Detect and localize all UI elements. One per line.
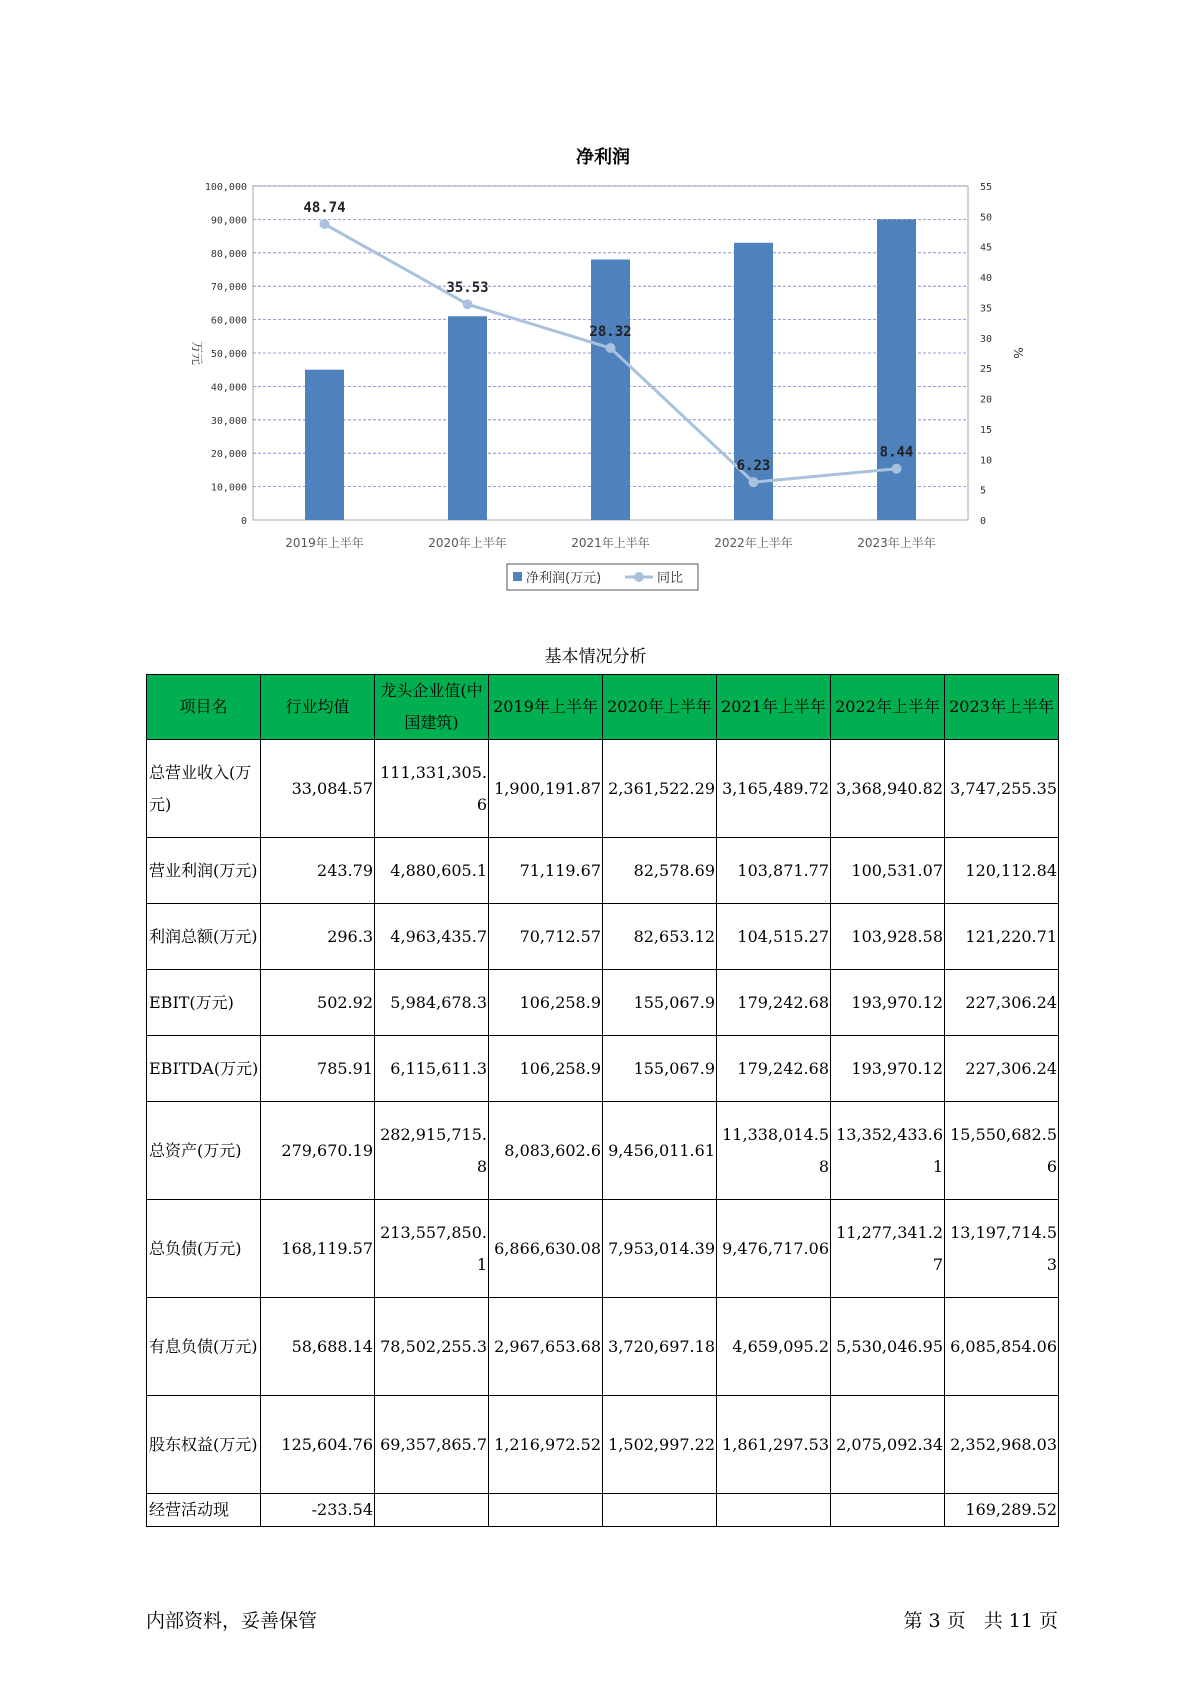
row-label-cell: 经营活动现 [147,1494,261,1527]
table-cell: 33,084.57 [261,740,375,838]
table-cell: 104,515.27 [717,904,831,970]
table-cell: 125,604.76 [261,1396,375,1494]
line-point [749,477,759,487]
legend-swatch-marker [634,572,644,582]
y-left-tick-label: 0 [240,516,247,527]
table-cell [375,1494,489,1527]
table-header-cell: 行业均值 [261,675,375,740]
data-label: 8.44 [879,444,914,461]
table-cell: 11,338,014.58 [717,1102,831,1200]
table-cell: 2,967,653.68 [489,1298,603,1396]
table-cell: 121,220.71 [945,904,1059,970]
table-cell: 3,747,255.35 [945,740,1059,838]
table-cell: 179,242.68 [717,970,831,1036]
table-cell [603,1494,717,1527]
y-left-tick-label: 70,000 [210,282,247,294]
table-cell: 155,067.9 [603,970,717,1036]
table-row [147,740,1059,838]
table-cell: 243.79 [261,838,375,904]
table-cell: 2,075,092.34 [831,1396,945,1494]
legend-label: 净利润(万元) [526,571,602,586]
row-label-cell: 利润总额(万元) [147,904,261,970]
table-cell: 15,550,682.56 [945,1102,1059,1200]
table-header-cell: 2021年上半年 [717,675,831,740]
x-tick-label: 2019年上半年 [285,536,364,550]
table-cell: 9,456,011.61 [603,1102,717,1200]
table-cell: 155,067.9 [603,1036,717,1102]
data-label: 6.23 [736,458,771,475]
table-header-cell: 项目名 [147,675,261,740]
table-caption: 基本情况分析 [544,647,647,667]
table-cell: 111,331,305.6 [375,740,489,838]
y-right-tick-label: 50 [980,212,993,224]
y-right-tick-label: 10 [980,455,993,467]
row-label-cell: 有息负债(万元) [147,1298,261,1396]
y-right-tick-label: 25 [980,364,993,376]
data-table [146,674,1059,1527]
table-cell: 100,531.07 [831,838,945,904]
table-cell: 13,197,714.53 [945,1200,1059,1298]
table-cell: 70,712.57 [489,904,603,970]
line-point [606,343,616,353]
table-cell: 69,357,865.7 [375,1396,489,1494]
table-cell: 169,289.52 [945,1494,1059,1527]
table-cell: 3,165,489.72 [717,740,831,838]
table-header-cell: 2023年上半年 [945,675,1059,740]
table-cell: 5,530,046.95 [831,1298,945,1396]
x-tick-label: 2021年上半年 [571,536,650,550]
table-cell: 58,688.14 [261,1298,375,1396]
footer-page-number: 第 3 页 共 11 页 [903,1610,1058,1632]
row-label-cell: 总资产(万元) [147,1102,261,1200]
table-cell: 1,216,972.52 [489,1396,603,1494]
line-point [463,299,473,309]
data-label: 28.32 [589,324,632,341]
table-cell: 502.92 [261,970,375,1036]
y-right-tick-label: 55 [980,182,993,193]
table-cell: 3,368,940.82 [831,740,945,838]
table-cell: 2,352,968.03 [945,1396,1059,1494]
table-cell: 106,258.9 [489,970,603,1036]
table-cell: -233.54 [261,1494,375,1527]
table-row [147,1102,1059,1200]
x-tick-label: 2022年上半年 [714,536,793,550]
table-cell: 7,953,014.39 [603,1200,717,1298]
table-cell: 227,306.24 [945,1036,1059,1102]
table-cell [489,1494,603,1527]
table-cell: 106,258.9 [489,1036,603,1102]
y-right-tick-label: 15 [980,424,993,436]
table-cell: 8,083,602.6 [489,1102,603,1200]
table-cell: 71,119.67 [489,838,603,904]
y-left-tick-label: 10,000 [210,482,247,494]
table-cell [717,1494,831,1527]
row-label-cell: EBIT(万元) [147,970,261,1036]
table-header-cell: 2020年上半年 [603,675,717,740]
legend-label: 同比 [657,571,684,586]
y-right-axis-label: % [1011,347,1025,359]
legend-swatch-bar [513,572,522,581]
table-row [147,1298,1059,1396]
data-label: 48.74 [303,200,346,217]
y-left-tick-label: 90,000 [210,215,247,227]
bar [877,219,916,520]
y-left-tick-label: 20,000 [210,449,247,461]
table-cell: 103,928.58 [831,904,945,970]
table-cell: 5,984,678.3 [375,970,489,1036]
row-label-cell: EBITDA(万元) [147,1036,261,1102]
y-right-tick-label: 20 [980,394,993,406]
table-cell: 279,670.19 [261,1102,375,1200]
table-cell: 179,242.68 [717,1036,831,1102]
chart-title: 净利润 [576,147,630,168]
table-cell: 193,970.12 [831,970,945,1036]
bar [305,370,344,520]
bar [448,316,487,520]
line-point [320,219,330,229]
table-cell: 120,112.84 [945,838,1059,904]
bar [591,259,630,520]
table-cell: 785.91 [261,1036,375,1102]
table-header-cell: 2019年上半年 [489,675,603,740]
table-cell: 1,900,191.87 [489,740,603,838]
table-cell: 6,866,630.08 [489,1200,603,1298]
chart [0,0,1191,600]
table-row [147,1036,1059,1102]
row-label-cell: 股东权益(万元) [147,1396,261,1494]
table-cell: 13,352,433.61 [831,1102,945,1200]
table-cell: 1,861,297.53 [717,1396,831,1494]
table-cell: 227,306.24 [945,970,1059,1036]
table-cell: 213,557,850.1 [375,1200,489,1298]
table-cell [831,1494,945,1527]
table-cell: 193,970.12 [831,1036,945,1102]
table-cell: 296.3 [261,904,375,970]
table-cell: 103,871.77 [717,838,831,904]
table-cell: 78,502,255.3 [375,1298,489,1396]
y-left-tick-label: 40,000 [210,382,247,394]
y-right-tick-label: 40 [980,273,993,285]
line-point [892,464,902,474]
y-right-tick-label: 30 [980,333,993,345]
table-row [147,1200,1059,1298]
table-cell: 82,653.12 [603,904,717,970]
y-left-tick-label: 60,000 [210,315,247,327]
table-cell: 6,115,611.3 [375,1036,489,1102]
table-cell: 4,659,095.2 [717,1298,831,1396]
y-right-tick-label: 45 [980,242,993,254]
table-row [147,838,1059,904]
x-tick-label: 2020年上半年 [428,536,507,550]
table-cell: 168,119.57 [261,1200,375,1298]
table-row [147,1396,1059,1494]
chart-svg [0,0,1191,600]
table-row [147,970,1059,1036]
x-tick-label: 2023年上半年 [857,536,936,550]
table-row [147,1494,1059,1527]
y-right-tick-label: 35 [980,303,993,315]
y-left-tick-label: 80,000 [210,248,247,260]
table-cell: 3,720,697.18 [603,1298,717,1396]
table-header-cell: 2022年上半年 [831,675,945,740]
table-cell: 4,880,605.1 [375,838,489,904]
y-left-axis-label: 万元 [190,340,204,366]
table-cell: 2,361,522.29 [603,740,717,838]
y-left-tick-label: 100,000 [204,182,247,193]
row-label-cell: 总营业收入(万元) [147,740,261,838]
y-left-tick-label: 30,000 [210,415,247,427]
y-right-tick-label: 0 [980,516,987,527]
y-left-tick-label: 50,000 [210,349,247,360]
table-cell: 1,502,997.22 [603,1396,717,1494]
table-cell: 9,476,717.06 [717,1200,831,1298]
table-cell: 6,085,854.06 [945,1298,1059,1396]
row-label-cell: 营业利润(万元) [147,838,261,904]
table-cell: 11,277,341.27 [831,1200,945,1298]
table-header-row [147,675,1059,740]
table-cell: 282,915,715.8 [375,1102,489,1200]
y-right-tick-label: 5 [980,485,987,497]
table-row [147,904,1059,970]
row-label-cell: 总负债(万元) [147,1200,261,1298]
data-label: 35.53 [446,280,489,297]
table-cell: 4,963,435.7 [375,904,489,970]
table-header-cell: 龙头企业值(中国建筑) [375,675,489,740]
table-cell: 82,578.69 [603,838,717,904]
footer-left: 内部资料，妥善保管 [146,1610,318,1632]
